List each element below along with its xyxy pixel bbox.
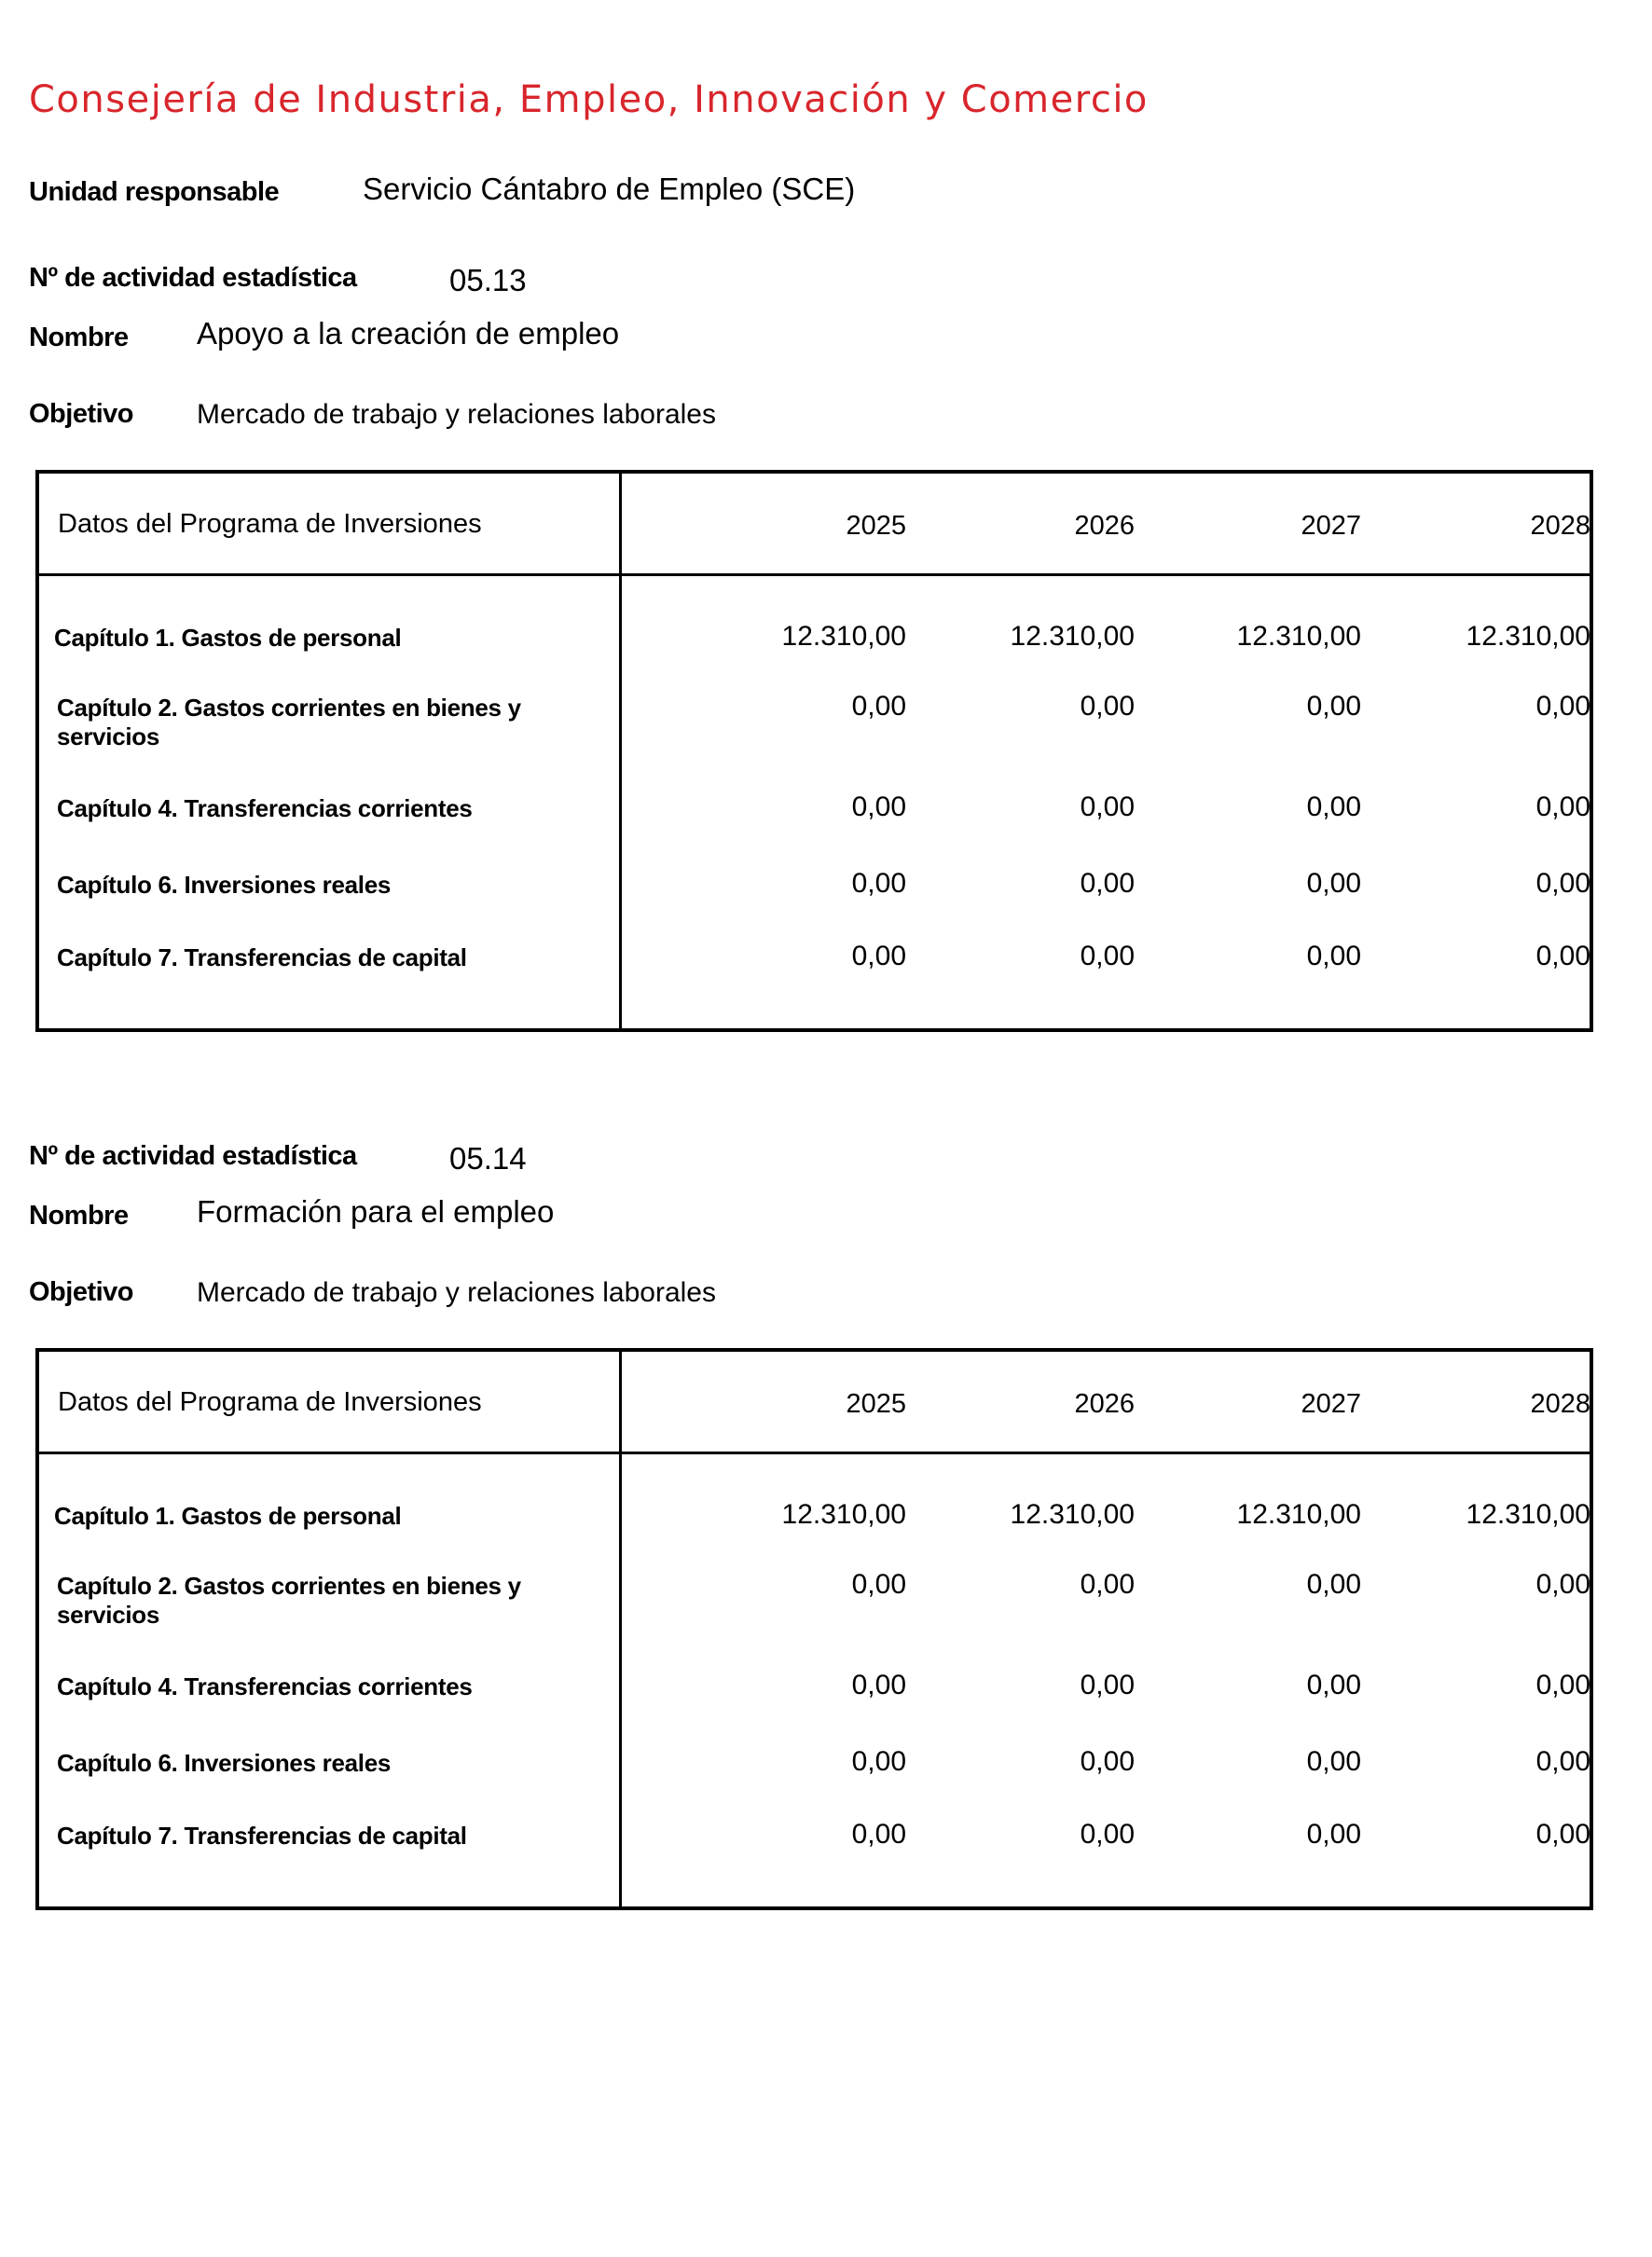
row-value: 0,00 [1080, 1569, 1135, 1600]
row-value: 0,00 [1306, 1670, 1361, 1700]
row-label: Capítulo 1. Gastos de personal [54, 624, 402, 652]
table-header: Datos del Programa de Inversiones [58, 509, 482, 539]
year-header: 2025 [846, 511, 906, 541]
year-header: 2027 [1301, 511, 1361, 541]
row-value: 0,00 [851, 1819, 906, 1850]
activity-name-label: Nombre [29, 323, 129, 352]
unit-value: Servicio Cántabro de Empleo (SCE) [363, 172, 856, 206]
row-value: 0,00 [1535, 1569, 1590, 1600]
column-divider [619, 474, 622, 1028]
department-title: Consejería de Industria, Empleo, Innovación y Comercio [29, 78, 1149, 121]
row-value: 0,00 [1535, 941, 1590, 971]
activity-objective: Mercado de trabajo y relaciones laborales [197, 399, 716, 430]
year-header: 2027 [1301, 1389, 1361, 1419]
row-value: 0,00 [1535, 1819, 1590, 1850]
row-label: Capítulo 4. Transferencias corrientes [57, 794, 473, 822]
row-value: 0,00 [1535, 791, 1590, 822]
row-value: 12.310,00 [1010, 621, 1135, 652]
row-value: 0,00 [1080, 1670, 1135, 1700]
row-value: 0,00 [1080, 941, 1135, 971]
row-label: Capítulo 2. Gastos corrientes en bienes y servicios [57, 1572, 521, 1629]
row-value: 0,00 [1535, 1746, 1590, 1777]
row-value: 0,00 [1080, 791, 1135, 822]
investment-table [35, 470, 1593, 1032]
row-value: 12.310,00 [1466, 1499, 1590, 1530]
row-label: Capítulo 1. Gastos de personal [54, 1502, 402, 1530]
row-value: 0,00 [1080, 868, 1135, 899]
row-label: Capítulo 7. Transferencias de capital [57, 1822, 467, 1850]
row-value: 0,00 [1306, 691, 1361, 722]
row-value: 0,00 [851, 1569, 906, 1600]
unit-label: Unidad responsable [29, 177, 280, 207]
row-value: 0,00 [851, 1670, 906, 1700]
row-value: 0,00 [1306, 1569, 1361, 1600]
row-value: 12.310,00 [781, 621, 906, 652]
investment-table [35, 1348, 1593, 1910]
row-value: 12.310,00 [1010, 1499, 1135, 1530]
row-value: 0,00 [1080, 1819, 1135, 1850]
row-value: 0,00 [851, 868, 906, 899]
row-value: 0,00 [1306, 868, 1361, 899]
row-value: 0,00 [1306, 941, 1361, 971]
activity-objective-label: Objetivo [29, 1277, 134, 1307]
column-divider [619, 1352, 622, 1906]
activity-number: 05.14 [449, 1141, 527, 1176]
row-value: 0,00 [1306, 1746, 1361, 1777]
row-value: 0,00 [1306, 1819, 1361, 1850]
row-value: 0,00 [1306, 791, 1361, 822]
row-label: Capítulo 7. Transferencias de capital [57, 943, 467, 971]
year-header: 2025 [846, 1389, 906, 1419]
row-value: 0,00 [1535, 691, 1590, 722]
row-label: Capítulo 6. Inversiones reales [57, 1749, 392, 1777]
row-value: 0,00 [851, 691, 906, 722]
row-value: 12.310,00 [1466, 621, 1590, 652]
activity-number-label: Nº de actividad estadística [29, 1141, 357, 1171]
row-value: 0,00 [1080, 691, 1135, 722]
activity-objective: Mercado de trabajo y relaciones laborales [197, 1277, 716, 1308]
row-label: Capítulo 6. Inversiones reales [57, 871, 392, 899]
row-label: Capítulo 2. Gastos corrientes en bienes y servicios [57, 694, 521, 750]
row-value: 0,00 [851, 941, 906, 971]
activity-number-label: Nº de actividad estadística [29, 263, 357, 293]
year-header: 2028 [1530, 1389, 1590, 1419]
header-divider [39, 1452, 1590, 1454]
row-value: 0,00 [851, 791, 906, 822]
row-value: 0,00 [1535, 868, 1590, 899]
activity-objective-label: Objetivo [29, 399, 134, 429]
activity-name-label: Nombre [29, 1201, 129, 1231]
year-header: 2028 [1530, 511, 1590, 541]
row-value: 12.310,00 [781, 1499, 906, 1530]
table-header: Datos del Programa de Inversiones [58, 1387, 482, 1417]
year-header: 2026 [1074, 1389, 1135, 1419]
activity-name: Formación para el empleo [197, 1194, 555, 1229]
activity-number: 05.13 [449, 263, 527, 297]
activity-name: Apoyo a la creación de empleo [197, 316, 620, 351]
row-value: 0,00 [851, 1746, 906, 1777]
row-value: 12.310,00 [1236, 621, 1361, 652]
row-value: 0,00 [1535, 1670, 1590, 1700]
header-divider [39, 573, 1590, 576]
row-value: 0,00 [1080, 1746, 1135, 1777]
row-value: 12.310,00 [1236, 1499, 1361, 1530]
row-label: Capítulo 4. Transferencias corrientes [57, 1672, 473, 1700]
year-header: 2026 [1074, 511, 1135, 541]
